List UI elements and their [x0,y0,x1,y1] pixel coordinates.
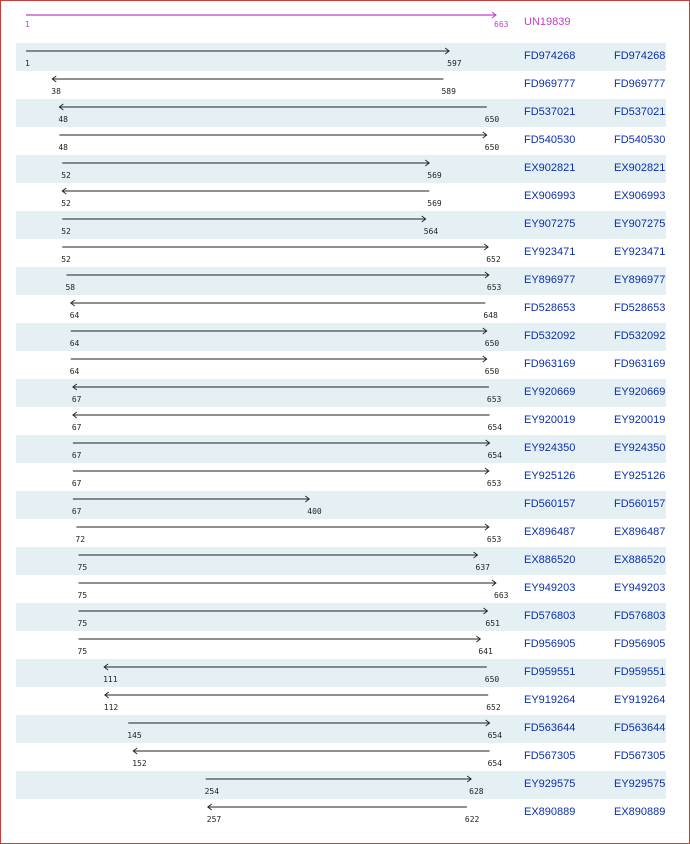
hit-accession-link[interactable]: FD956905 [524,638,576,650]
hit-row [16,407,666,435]
hit-accession-link-secondary[interactable]: EY925126 [614,470,666,482]
hit-end-label: 653 [486,283,502,292]
hit-row [16,743,666,771]
hit-accession-link[interactable]: EY920019 [524,414,576,426]
hit-start-label: 257 [206,815,222,824]
hit-accession-link[interactable]: EY923471 [524,246,576,258]
query-name: UN19839 [524,16,571,28]
hit-accession-link-secondary[interactable]: FD540530 [614,134,666,146]
hit-accession-link[interactable]: FD963169 [524,358,576,370]
hit-row [16,323,666,351]
hit-accession-link-secondary[interactable]: EX906993 [614,190,666,202]
hit-end-label: 400 [307,507,322,516]
hit-start-label: 64 [69,339,80,348]
hit-start-label: 67 [71,451,82,460]
hit-row [16,771,666,799]
hit-end-label: 637 [475,563,490,572]
hit-accession-link-secondary[interactable]: EY949203 [614,582,666,594]
hit-row [16,491,666,519]
hit-accession-link-secondary[interactable]: EX896487 [614,526,666,538]
hit-accession-link-secondary[interactable]: EX886520 [614,554,666,566]
hit-accession-link[interactable]: EX890889 [524,806,576,818]
hit-accession-link[interactable]: EY920669 [524,386,576,398]
hit-accession-link[interactable]: EY919264 [524,694,576,706]
hit-accession-link-secondary[interactable]: FD974268 [614,50,666,62]
hit-row [16,99,666,127]
hit-end-label: 650 [484,675,500,684]
hit-end-label: 653 [486,395,502,404]
hit-end-label: 654 [487,759,503,768]
hit-row [16,659,666,687]
hit-accession-link[interactable]: FD560157 [524,498,576,510]
hit-end-label: 622 [464,815,480,824]
hit-end-label: 651 [485,619,500,628]
hit-accession-link-secondary[interactable]: FD537021 [614,106,666,118]
hit-row [16,155,666,183]
hit-accession-link[interactable]: EY949203 [524,582,576,594]
hit-start-label: 64 [69,311,80,320]
hit-accession-link[interactable]: FD563644 [524,722,576,734]
hit-accession-link[interactable]: EY925126 [524,470,576,482]
hit-row [16,687,666,715]
hit-row [16,267,666,295]
hit-start-label: 52 [61,227,71,236]
hit-accession-link[interactable]: FD532092 [524,330,576,342]
hit-start-label: 152 [132,759,147,768]
hit-start-label: 58 [65,283,76,292]
hit-row [16,239,666,267]
hit-accession-link[interactable]: EX906993 [524,190,576,202]
hit-accession-link-secondary[interactable]: FD959551 [614,666,666,678]
hit-start-label: 111 [103,675,118,684]
hit-accession-link-secondary[interactable]: EY929575 [614,778,666,790]
hit-start-label: 72 [75,535,86,544]
hit-accession-link-secondary[interactable]: FD528653 [614,302,666,314]
hit-end-label: 628 [469,787,484,796]
hit-end-label: 650 [484,115,500,124]
hit-accession-link-secondary[interactable]: EY924350 [614,442,666,454]
hit-end-label: 654 [487,451,503,460]
hit-end-label: 650 [484,143,500,152]
hit-accession-link-secondary[interactable]: FD963169 [614,358,666,370]
hit-end-label: 652 [486,703,501,712]
hit-end-label: 650 [484,339,500,348]
hit-start-label: 52 [61,255,71,264]
hit-start-label: 75 [77,563,88,572]
hit-start-label: 67 [71,507,82,516]
hit-accession-link-secondary[interactable]: FD576803 [614,610,666,622]
hit-end-label: 648 [483,311,498,320]
hit-accession-link[interactable]: EY907275 [524,218,576,230]
hit-accession-link[interactable]: FD528653 [524,302,576,314]
hit-start-label: 48 [58,143,68,152]
hit-start-label: 145 [127,731,142,740]
hit-start-label: 75 [77,647,88,656]
hit-row [16,519,666,547]
hit-accession-link[interactable]: EX902821 [524,162,576,174]
hit-start-label: 38 [51,87,61,96]
hit-row [16,71,666,99]
hit-end-label: 663 [494,591,509,600]
hit-end-label: 569 [427,199,442,208]
hit-end-label: 564 [423,227,439,236]
hit-end-label: 654 [487,731,503,740]
hit-accession-link[interactable]: EX896487 [524,526,576,538]
query-row [16,7,666,35]
hit-end-label: 654 [487,423,503,432]
hit-start-label: 48 [58,115,68,124]
hit-start-label: 67 [71,395,82,404]
hit-end-label: 650 [484,367,500,376]
hit-start-label: 67 [71,423,82,432]
hit-accession-link-secondary[interactable]: EX890889 [614,806,666,818]
hit-accession-link-secondary[interactable]: FD956905 [614,638,666,650]
hit-end-label: 597 [447,59,462,68]
hit-accession-link[interactable]: FD974268 [524,50,576,62]
query-end-label: 663 [494,20,509,29]
hit-accession-link-secondary[interactable]: EY920019 [614,414,666,426]
hit-accession-link-secondary[interactable]: FD563644 [614,722,666,734]
hit-start-label: 112 [103,703,119,712]
hit-end-label: 569 [427,171,442,180]
hit-start-label: 75 [77,591,88,600]
hit-row [16,603,666,631]
hit-row [16,547,666,575]
hit-accession-link[interactable]: EY896977 [524,274,576,286]
hit-row [16,127,666,155]
hit-row [16,43,666,71]
hit-row [16,351,666,379]
hit-accession-link[interactable]: FD567305 [524,750,576,762]
hit-accession-link-secondary[interactable]: FD567305 [614,750,666,762]
hit-end-label: 641 [478,647,493,656]
hit-start-label: 67 [71,479,82,488]
hit-row [16,295,666,323]
hit-accession-link[interactable]: FD576803 [524,610,576,622]
hit-accession-link-secondary[interactable]: EX902821 [614,162,666,174]
hit-accession-link-secondary[interactable]: EY920669 [614,386,666,398]
hit-accession-link-secondary[interactable]: EY919264 [614,694,666,706]
hit-row [16,715,666,743]
hit-accession-link[interactable]: FD537021 [524,106,576,118]
hit-accession-link-secondary[interactable]: FD532092 [614,330,666,342]
hit-accession-link[interactable]: EY929575 [524,778,576,790]
hit-start-label: 64 [69,367,80,376]
hit-start-label: 52 [61,199,71,208]
hit-row [16,631,666,659]
hit-start-label: 1 [25,59,30,68]
hit-row [16,435,666,463]
hit-accession-link[interactable]: FD959551 [524,666,576,678]
hit-accession-link-secondary[interactable]: EY896977 [614,274,666,286]
hit-start-label: 75 [77,619,88,628]
hit-start-label: 52 [61,171,71,180]
hit-row [16,799,666,827]
hit-end-label: 653 [486,535,502,544]
hit-row [16,463,666,491]
hit-accession-link-secondary[interactable]: FD560157 [614,498,666,510]
query-start-label: 1 [25,20,30,29]
hit-row [16,379,666,407]
hit-accession-link-secondary[interactable]: FD969777 [614,78,666,90]
hit-accession-link[interactable]: FD969777 [524,78,576,90]
hit-row [16,183,666,211]
hit-accession-link-secondary[interactable]: EY923471 [614,246,666,258]
hit-row [16,211,666,239]
hit-accession-link[interactable]: EY924350 [524,442,576,454]
hit-end-label: 653 [486,479,502,488]
hit-row [16,575,666,603]
hit-end-label: 652 [486,255,501,264]
hit-accession-link[interactable]: EX886520 [524,554,576,566]
hit-end-label: 589 [441,87,456,96]
hit-accession-link-secondary[interactable]: EY907275 [614,218,666,230]
hit-accession-link[interactable]: FD540530 [524,134,576,146]
hit-start-label: 254 [204,787,220,796]
